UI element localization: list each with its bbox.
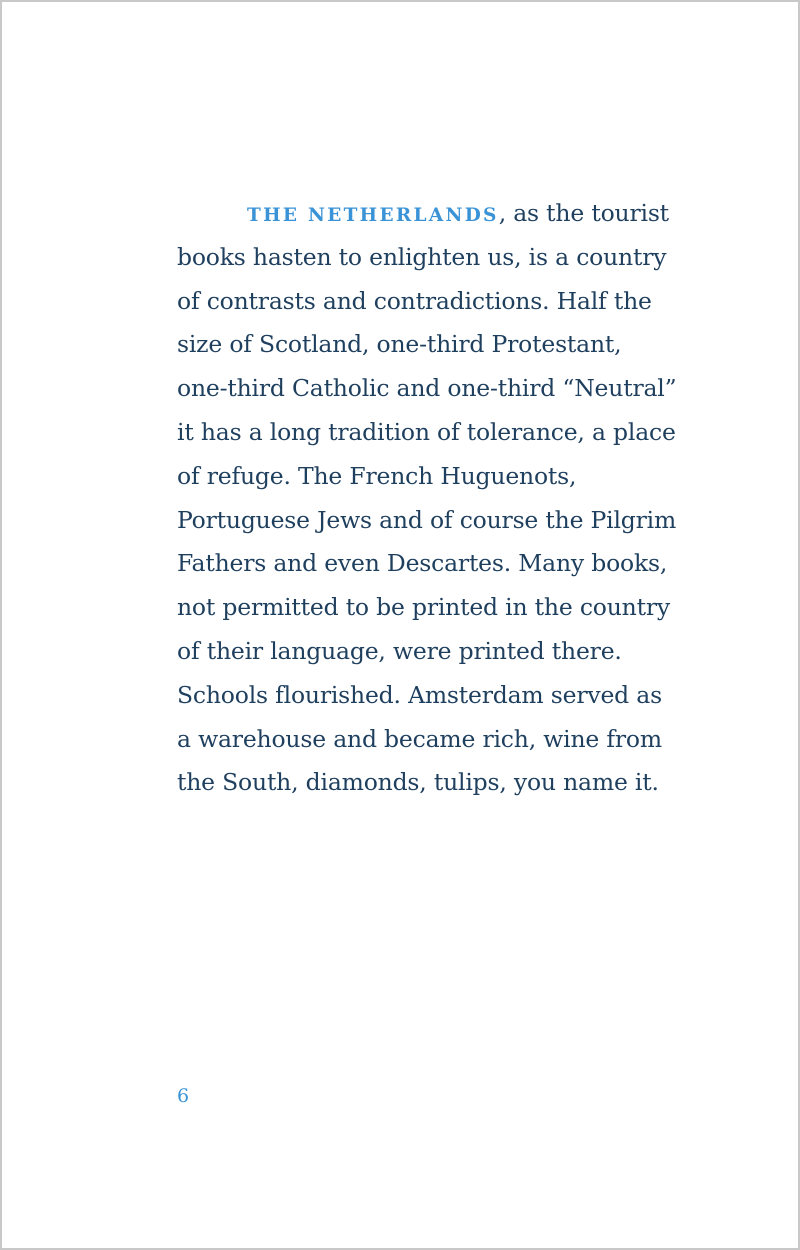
paragraph-line-5: one-third Catholic and one-third “Neutral” [177,374,677,403]
paragraph-line-1-text: , as the tourist [498,199,669,227]
paragraph-line-14: the South, diamonds, tulips, you name it. [177,768,659,797]
paragraph-line-8: Portuguese Jews and of course the Pilgrim [177,505,677,534]
paragraph-line-6: it has a long tradition of tolerance, a place [177,417,676,446]
paragraph-line-12: Schools flourished. Amsterdam served as [177,680,662,709]
paragraph-line-1 [177,192,737,236]
lead-in-smallcaps: THE NETHERLANDS [247,205,499,226]
paragraph-line-3: of contrasts and contradictions. Half the [177,286,652,315]
paragraph-line-10: not permitted to be printed in the country [177,593,670,622]
paragraph-line-9: Fathers and even Descartes. Many books, [177,549,668,578]
page-number: 6 [177,1085,190,1107]
paragraph-line-4: size of Scotland, one-third Protestant, [177,330,622,359]
paragraph-line-7: of refuge. The French Huguenots, [177,461,577,490]
paragraph-line-13: a warehouse and became rich, wine from [177,724,662,753]
body-paragraph [177,192,737,805]
paragraph-line-2: books hasten to enlighten us, is a country [177,242,667,271]
paragraph-line-11: of their language, were printed there. [177,636,622,665]
